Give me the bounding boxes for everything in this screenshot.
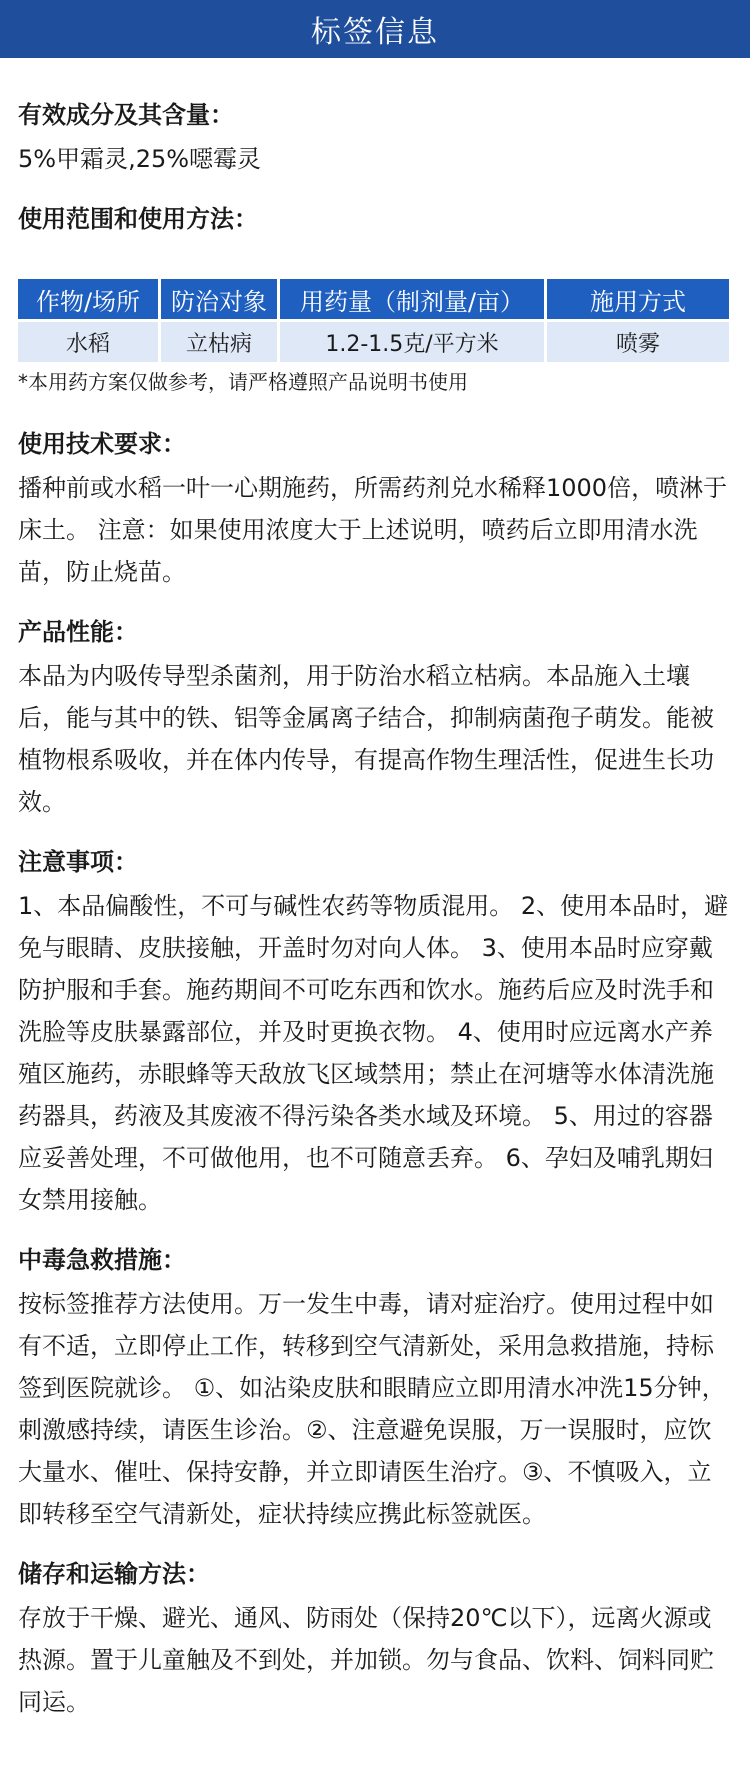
firstaid-title: 中毒急救措施： — [18, 1246, 186, 1274]
firstaid-body: 按标签推荐方法使用。万一发生中毒，请对症治疗。使用过程中如有不适，立即停止工作，转移到空气清新处，采用急救措施，持标签到医院就诊。 ①、如沾染皮肤和眼睛应立即用清水冲洗15分钟，刺激感持续，请医生诊治。②、注意避免误服，万一误服时，应饮大量水、催吐、保持安静，并立即请医生治疗。③、不慎吸入，立即转移至空气清新处，症状持续应携此标签就医。 — [18, 1290, 726, 1528]
table-cell-method: 喷雾 — [547, 322, 729, 362]
ingredients-title: 有效成分及其含量： — [18, 101, 234, 129]
table-header-method: 施用方式 — [547, 279, 729, 319]
tech-title: 使用技术要求： — [18, 430, 186, 458]
label-content — [0, 58, 750, 1723]
tech-body: 播种前或水稻一叶一心期施药，所需药剂兑水稀释1000倍，喷淋于床土。 注意：如果使用浓度大于上述说明，喷药后立即用清水洗苗，防止烧苗。 — [18, 474, 728, 586]
performance-section — [18, 615, 732, 823]
table-header-row — [18, 279, 729, 319]
performance-title: 产品性能： — [18, 618, 138, 646]
table-cell-target: 立枯病 — [161, 322, 277, 362]
storage-title: 储存和运输方法： — [18, 1560, 210, 1588]
usage-table-wrap — [18, 276, 732, 365]
usage-title: 使用范围和使用方法： — [18, 205, 258, 233]
storage-section — [18, 1557, 732, 1723]
performance-body: 本品为内吸传导型杀菌剂，用于防治水稻立枯病。本品施入土壤后，能与其中的铁、铝等金属离子结合，抑制病菌孢子萌发。能被植物根系吸收，并在体内传导，有提高作物生理活性，促进生长功效。 — [18, 662, 714, 816]
tech-section — [18, 427, 732, 593]
storage-body: 存放于干燥、避光、通风、防雨处（保持20℃以下），远离火源或热源。置于儿童触及不到处，并加锁。勿与食品、饮料、饲料同贮同运。 — [18, 1604, 714, 1716]
usage-note: *本用药方案仅做参考，请严格遵照产品说明书使用 — [18, 370, 468, 394]
precautions-body: 1、本品偏酸性，不可与碱性农药等物质混用。 2、使用本品时，避免与眼睛、皮肤接触，开盖时勿对向人体。 3、使用本品时应穿戴防护服和手套。施药期间不可吃东西和饮水。施药后应及时洗手和洗脸等皮肤暴露部位，并及时更换衣物。 4、使用时应远离水产养殖区施药，赤眼蜂等天敌放飞区域禁用；禁止在河塘等水体清洗施药器具，药液及其废液不得污染各类水域及环境。 5、用过的容器应妥善处理，不可做他用，也不可随意丢弃。 6、孕妇及哺乳期妇女禁用接触。 — [18, 892, 729, 1214]
table-cell-crop: 水稻 — [18, 322, 158, 362]
table-header-dosage: 用药量（制剂量/亩） — [280, 279, 544, 319]
precautions-title: 注意事项： — [18, 848, 138, 876]
ingredients-body: 5%甲霜灵,25%噁霉灵 — [18, 145, 262, 173]
ingredients-section — [18, 98, 732, 180]
table-header-crop: 作物/场所 — [18, 279, 158, 319]
table-header-target: 防治对象 — [161, 279, 277, 319]
table-row — [18, 322, 729, 362]
usage-table — [15, 276, 732, 365]
page-title: 标签信息 — [311, 15, 439, 50]
table-cell-dosage: 1.2-1.5克/平方米 — [280, 322, 544, 362]
firstaid-section — [18, 1243, 732, 1535]
page-header — [0, 0, 750, 58]
precautions-section — [18, 845, 732, 1221]
usage-section — [18, 202, 732, 236]
